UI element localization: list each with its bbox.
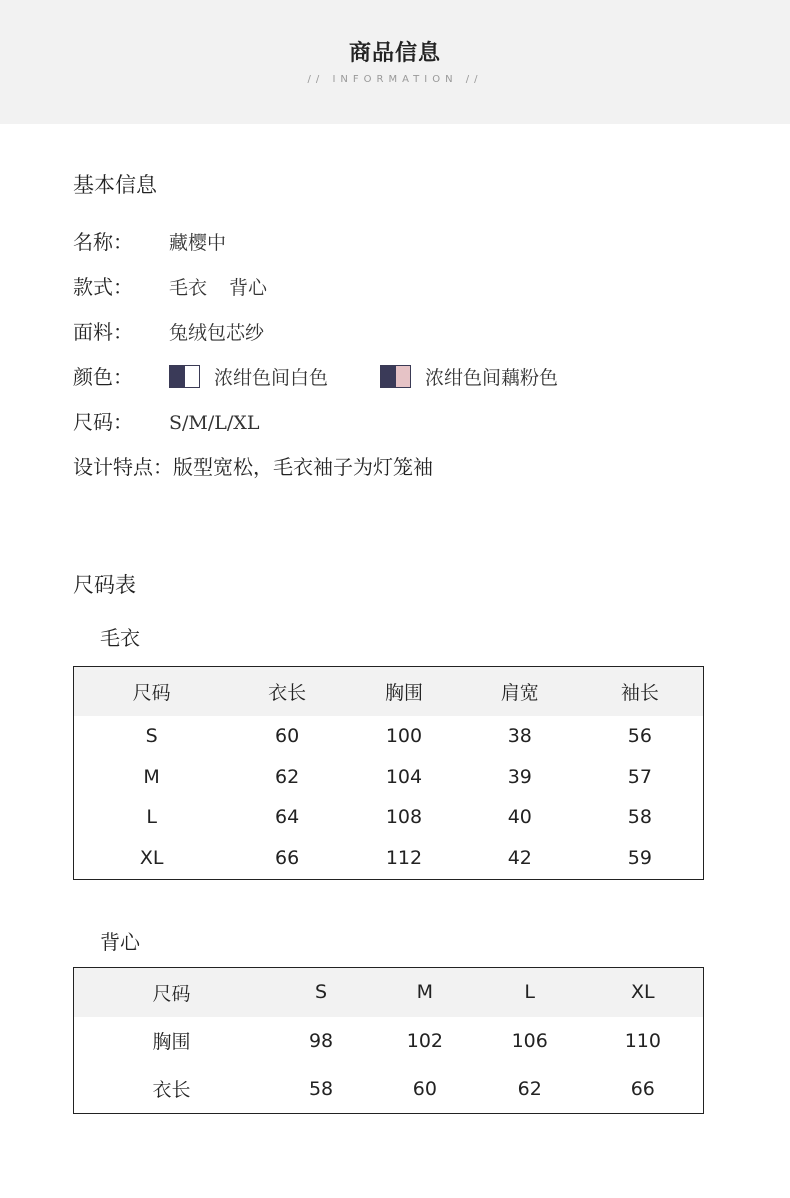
table-cell: 108 (385, 805, 423, 828)
color-swatch-navy-pink (380, 365, 411, 388)
table-cell: 106 (511, 1029, 548, 1052)
page-subtitle: // INFORMATION // (307, 74, 483, 85)
table-header-row (74, 968, 704, 1017)
table-cell: 62 (275, 765, 300, 788)
table-cell: 66 (630, 1077, 655, 1100)
table-cell: XL (139, 846, 164, 869)
header-cell: L (477, 968, 583, 1017)
header-cell: XL (583, 968, 704, 1017)
header-cell: 衣长 (229, 667, 345, 716)
size-row (73, 407, 259, 437)
style-row (73, 272, 267, 302)
table-row (74, 837, 704, 880)
table-cell: 98 (308, 1029, 334, 1052)
vest-size-table (73, 967, 704, 1114)
header-cell: 袖长 (577, 667, 704, 716)
header-cell: 尺码 (74, 667, 230, 716)
color-label: 颜色： (73, 365, 133, 389)
design-value: 版型宽松，毛衣袖子为灯笼袖 (173, 455, 433, 479)
header-cell: M (373, 968, 477, 1017)
table-cell: 104 (385, 765, 423, 788)
header-cell: 肩宽 (463, 667, 577, 716)
table-header-row (74, 667, 704, 716)
style-value-vest: 背心 (229, 277, 268, 299)
name-row (73, 227, 226, 257)
name-value: 藏樱中 (169, 232, 227, 254)
table-cell: S (145, 725, 158, 747)
header-cell: S (269, 968, 373, 1017)
table-cell: 66 (275, 846, 300, 869)
table-row (74, 1017, 704, 1065)
table-cell: 102 (406, 1029, 443, 1052)
size-label: 尺码： (73, 410, 133, 434)
table-cell: 60 (412, 1077, 437, 1100)
table-cell: 39 (507, 765, 532, 788)
color-row (73, 362, 610, 392)
table-cell: M (143, 765, 160, 788)
table-cell: L (146, 805, 157, 828)
table-cell: 60 (275, 725, 300, 747)
table-cell: 100 (385, 725, 423, 747)
fabric-row (73, 317, 264, 347)
header-cell: 尺码 (74, 968, 270, 1017)
sweater-size-table (73, 666, 704, 880)
design-row (73, 452, 433, 482)
table-cell: 64 (275, 805, 300, 828)
color-name-navy-pink: 浓绀色间藕粉色 (425, 367, 559, 389)
page-header (0, 0, 790, 124)
table-cell: 38 (507, 725, 532, 747)
table-cell: 58 (308, 1077, 334, 1100)
page-title: 商品信息 (348, 41, 441, 66)
table-cell: 40 (507, 805, 532, 828)
vest-chart-title: 背心 (100, 930, 140, 954)
table-cell: 110 (624, 1029, 661, 1052)
color-swatch-navy-white (169, 365, 200, 388)
table-cell: 57 (627, 765, 652, 788)
table-cell: 胸围 (152, 1031, 191, 1053)
table-row (74, 757, 704, 797)
table-cell: 112 (385, 846, 423, 869)
fabric-value: 兔绒包芯纱 (169, 322, 265, 344)
name-label: 名称： (73, 230, 133, 254)
color-name-navy-white: 浓绀色间白色 (214, 367, 329, 389)
fabric-label: 面料： (73, 320, 133, 344)
table-cell: 62 (517, 1077, 542, 1100)
size-value: S/M/L/XL (169, 412, 260, 434)
table-cell: 42 (507, 846, 532, 869)
style-value-sweater: 毛衣 (169, 277, 208, 299)
table-cell: 58 (627, 805, 652, 828)
header-cell: 胸围 (345, 667, 463, 716)
table-cell: 59 (627, 846, 652, 869)
size-chart-title: 尺码表 (73, 573, 136, 597)
basic-info-title: 基本信息 (73, 173, 157, 197)
table-row (74, 797, 704, 837)
style-label: 款式： (73, 275, 133, 299)
table-cell: 衣长 (152, 1079, 191, 1102)
table-row (74, 1065, 704, 1114)
design-label: 设计特点： (73, 455, 173, 479)
sweater-chart-title: 毛衣 (100, 626, 140, 650)
table-cell: 56 (627, 725, 652, 747)
table-row (74, 716, 704, 757)
